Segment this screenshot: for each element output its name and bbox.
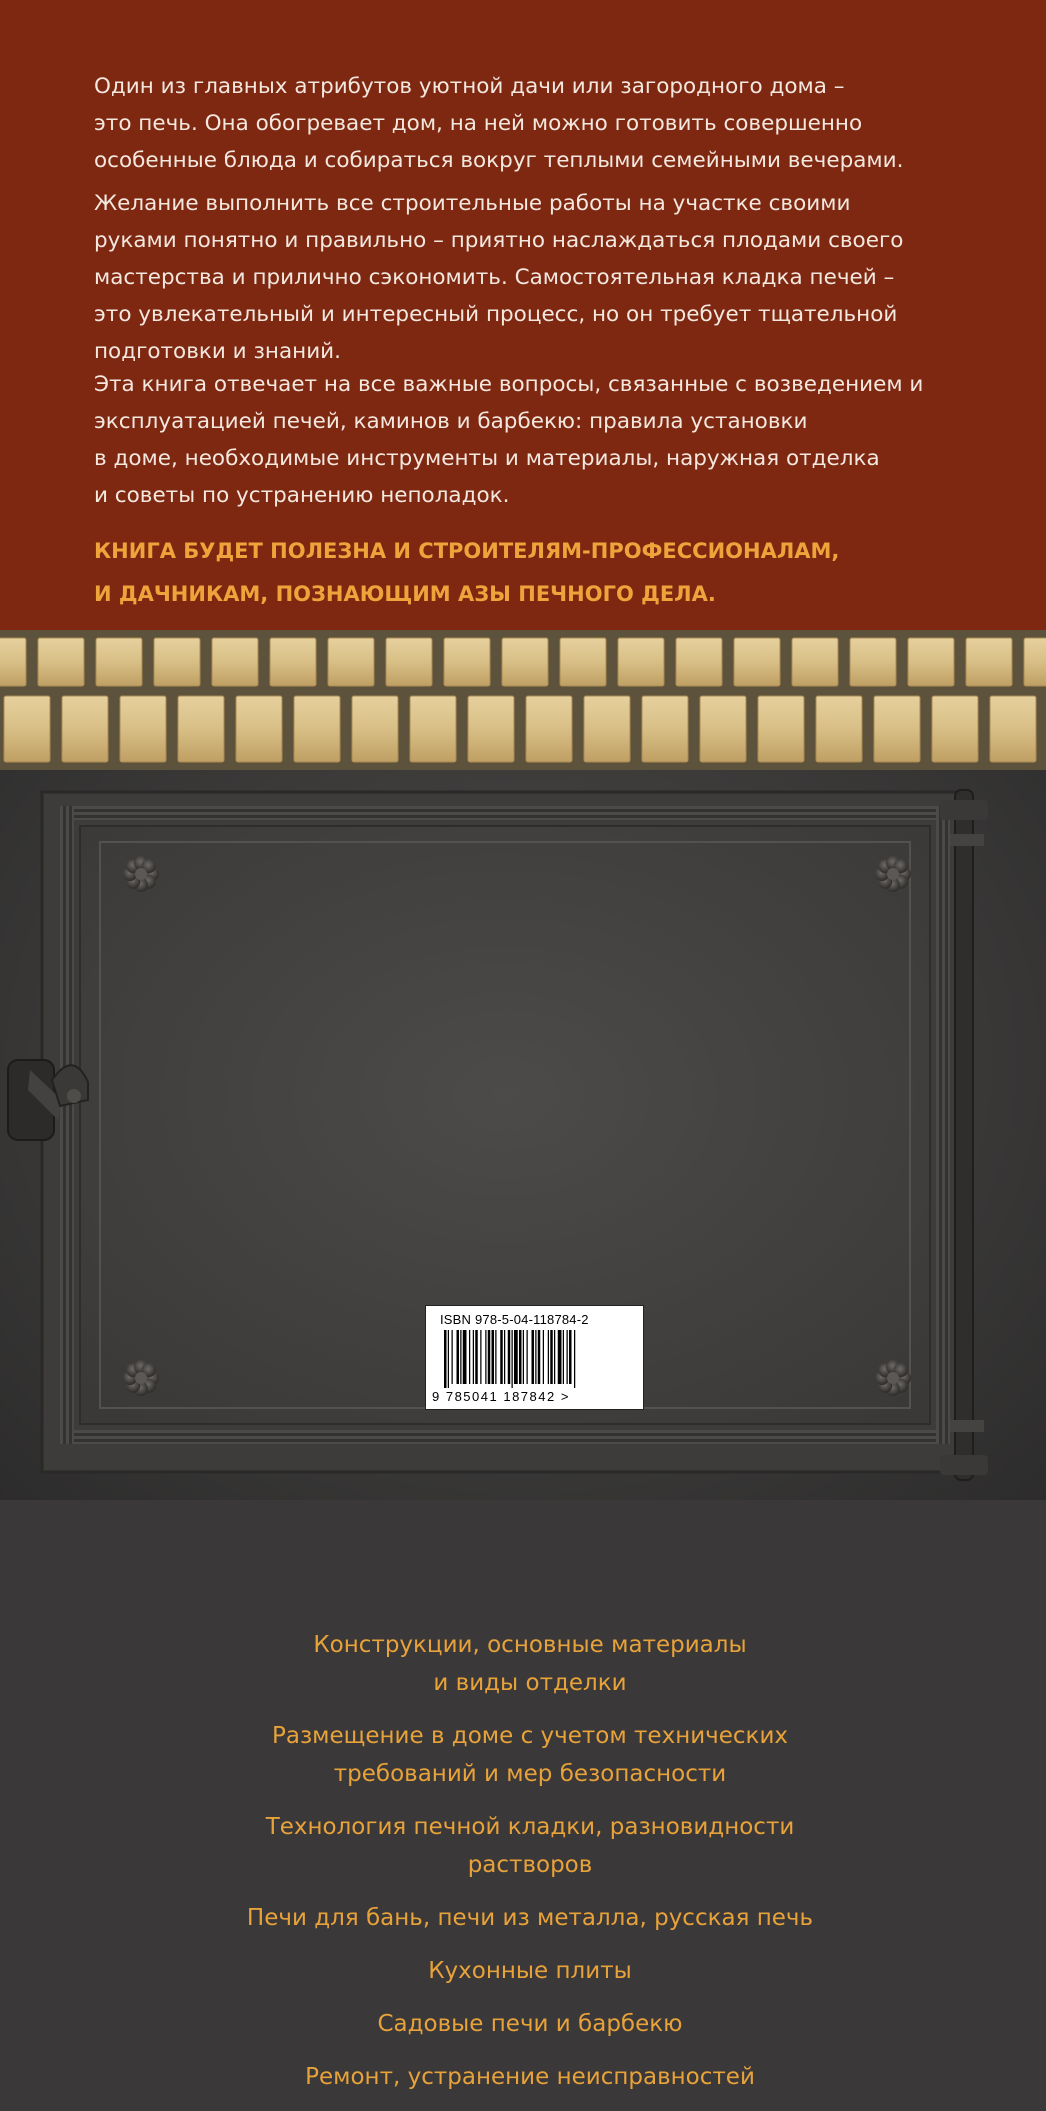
brick [850, 638, 896, 686]
barcode-bar [485, 1330, 486, 1384]
feature-line: Технология печной кладки, разновидности [265, 1814, 795, 1840]
brick [1024, 638, 1046, 686]
barcode-bar [567, 1330, 568, 1384]
barcode-bar [519, 1330, 522, 1384]
rosette-bolt-icon [123, 856, 159, 892]
barcode-bar [548, 1330, 549, 1384]
brick [178, 696, 224, 762]
text-line: Желание выполнить все строительные работы на участке своими [94, 191, 851, 216]
brick [352, 696, 398, 762]
barcode-bar [543, 1330, 544, 1384]
description-paragraph-2 [94, 185, 974, 370]
barcode-bar [492, 1330, 495, 1384]
barcode-bar [469, 1330, 470, 1384]
brick [874, 696, 920, 762]
brick [560, 638, 606, 686]
barcode-bar [512, 1330, 513, 1388]
brick [816, 696, 862, 762]
text-line: особенные блюда и собираться вокруг теплыми семейными вечерами. [94, 148, 904, 173]
barcode-bar [460, 1330, 461, 1384]
barcode-bar [444, 1330, 447, 1388]
isbn-label: ISBN 978-5-04-118784-2 [440, 1312, 589, 1327]
brick [62, 696, 108, 762]
feature-line: требований и мер безопасности [333, 1761, 727, 1787]
barcode-bar [457, 1330, 460, 1384]
highlight-line: КНИГА БУДЕТ ПОЛЕЗНА И СТРОИТЕЛЯМ-ПРОФЕССИОНАЛАМ, [94, 539, 840, 563]
brick [294, 696, 340, 762]
description-paragraph-1 [94, 68, 974, 179]
feature-line: Конструкции, основные материалы [313, 1632, 747, 1658]
barcode-bar [473, 1330, 474, 1384]
barcode-bar [463, 1330, 467, 1384]
brick [468, 696, 514, 762]
barcode-bar [452, 1330, 453, 1384]
feature-item [160, 1626, 900, 1702]
brick [526, 696, 572, 762]
barcode-bar [488, 1330, 491, 1384]
barcode-bar [523, 1330, 524, 1384]
brick [386, 638, 432, 686]
brick [618, 638, 664, 686]
text-line: мастерства и прилично сэкономить. Самостоятельная кладка печей – [94, 265, 895, 290]
brick [792, 638, 838, 686]
brick [0, 638, 26, 686]
brick [642, 696, 688, 762]
isbn-barcode [425, 1305, 644, 1410]
barcode-bar [554, 1330, 555, 1384]
brick [120, 696, 166, 762]
brick [758, 696, 804, 762]
barcode-digits: 9 785041 187842 > [432, 1389, 570, 1404]
brick [932, 696, 978, 762]
brick [444, 638, 490, 686]
brick [966, 638, 1012, 686]
barcode-bar [508, 1330, 511, 1384]
door-rib-left [60, 806, 74, 1444]
feature-line: и виды отделки [433, 1670, 627, 1696]
brick [154, 638, 200, 686]
brick [38, 638, 84, 686]
barcode-bar [574, 1330, 575, 1388]
feature-line: Печи для бань, печи из металла, русская печь [246, 1905, 814, 1931]
barcode-bar [504, 1330, 505, 1384]
barcode-bar [550, 1330, 553, 1384]
brick [908, 638, 954, 686]
brick [676, 638, 722, 686]
text-line: Эта книга отвечает на все важные вопросы, связанные с возведением и [94, 372, 924, 397]
barcode-icon [426, 1330, 645, 1390]
rosette-bolt-icon [875, 1360, 911, 1396]
text-line: подготовки и знаний. [94, 339, 341, 364]
door-rib-right [936, 806, 950, 1444]
barcode-bar [535, 1330, 536, 1384]
brick-row [0, 630, 1046, 770]
feature-item [160, 2005, 900, 2043]
feature-line: Ремонт, устранение неисправностей [305, 2064, 755, 2090]
brick [328, 638, 374, 686]
barcode-bar [514, 1330, 518, 1384]
text-line: и советы по устранению неполадок. [94, 483, 510, 508]
barcode-bar [480, 1330, 481, 1384]
rosette-bolt-icon [875, 856, 911, 892]
feature-line: Садовые печи и барбекю [377, 2011, 683, 2037]
text-line: руками понятно и правильно – приятно наслаждаться плодами своего [94, 228, 904, 253]
text-line: это печь. Она обогревает дом, на ней можно готовить совершенно [94, 111, 863, 136]
text-line: эксплуатацией печей, каминов и барбекю: правила установки [94, 409, 808, 434]
feature-line: Размещение в доме с учетом технических [271, 1723, 789, 1749]
barcode-bar [563, 1330, 564, 1384]
barcode-bar [527, 1330, 528, 1384]
feature-item [160, 2058, 900, 2096]
brick [270, 638, 316, 686]
brick [410, 696, 456, 762]
barcode-bar [475, 1330, 478, 1384]
door-rib-bottom [60, 1430, 950, 1444]
text-line: Один из главных атрибутов уютной дачи или загородного дома – [94, 74, 845, 99]
barcode-bar [500, 1330, 503, 1384]
brick [236, 696, 282, 762]
barcode-bar [538, 1330, 541, 1384]
barcode-bar [558, 1330, 562, 1384]
rosette-bolt-icon [123, 1360, 159, 1396]
feature-item [160, 1717, 900, 1793]
barcode-bar [569, 1330, 572, 1384]
highlight-statement [94, 530, 994, 616]
barcode-bar [532, 1330, 535, 1384]
description-paragraph-3 [94, 366, 974, 514]
brick [502, 638, 548, 686]
text-line: это увлекательный и интересный процесс, но он требует тщательной [94, 302, 898, 327]
feature-item [160, 1808, 900, 1884]
brick [4, 696, 50, 762]
brick-pattern [0, 630, 1046, 770]
feature-list [160, 1626, 900, 2111]
feature-line: растворов [467, 1852, 593, 1878]
brick [990, 696, 1036, 762]
brick [96, 638, 142, 686]
feature-item [160, 1899, 900, 1937]
brick [584, 696, 630, 762]
description-panel [0, 0, 1046, 630]
barcode-bar [448, 1330, 449, 1388]
feature-line: Кухонные плиты [428, 1958, 632, 1984]
highlight-line: И ДАЧНИКАМ, ПОЗНАЮЩИМ АЗЫ ПЕЧНОГО ДЕЛА. [94, 582, 716, 606]
brick [700, 696, 746, 762]
feature-item [160, 1952, 900, 1990]
brick [734, 638, 780, 686]
text-line: в доме, необходимые инструменты и материалы, наружная отделка [94, 446, 880, 471]
brick [212, 638, 258, 686]
barcode-bar [495, 1330, 496, 1384]
door-rib-top [60, 806, 950, 820]
